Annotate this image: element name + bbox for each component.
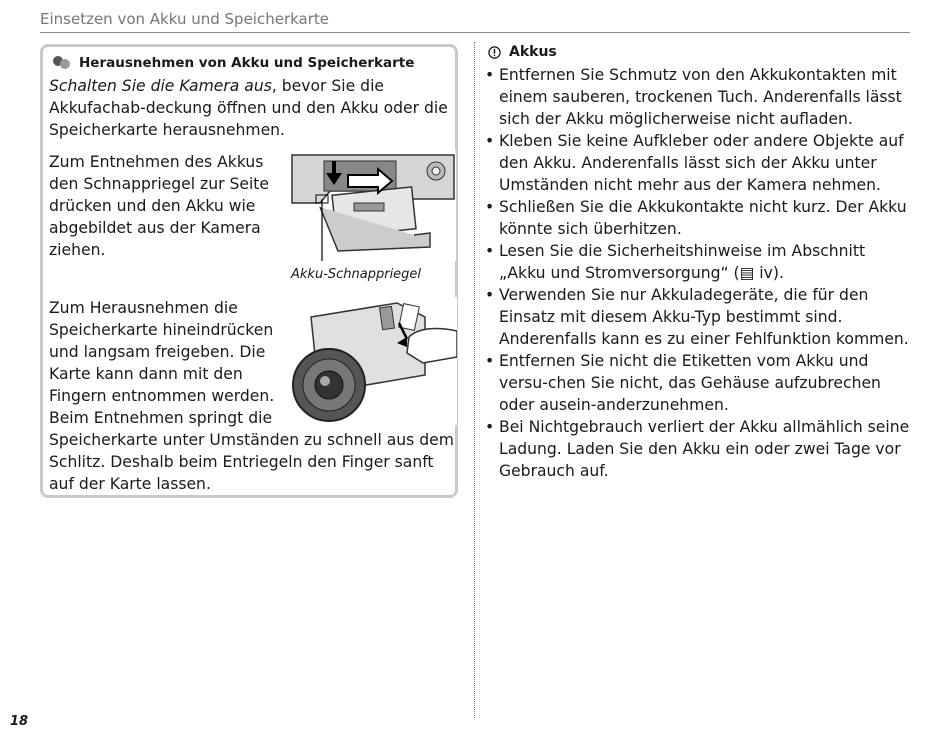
- memory-card-illustration: [289, 297, 457, 425]
- intro-italic: Schalten Sie die Kamera aus: [49, 77, 272, 95]
- warnings-title-text: Akkus: [509, 44, 557, 60]
- removal-info-box: [40, 44, 458, 498]
- list-item: • Verwenden Sie nur Akkuladegeräte, die für den Einsatz mit diesem Akku-Typ bestimmt sind. Anderenfalls kann es zu einer Fehlfunktion kommen.: [485, 284, 910, 350]
- battery-warnings-list: [485, 64, 910, 482]
- page-number: 18: [10, 714, 29, 729]
- list-item: • Kleben Sie keine Aufkleber oder andere Objekte auf den Akku. Anderenfalls lässt sich der Akku unter Umständen nicht mehr aus der Kamera nehmen.: [485, 130, 910, 196]
- battery-removal-text: Zum Entnehmen des Akkus den Schnappriegel zur Seite drücken und den Akku wie abgebildet aus der Kamera ziehen.: [49, 153, 270, 259]
- list-item: • Entfernen Sie nicht die Etiketten vom Akku und versu-chen Sie nicht, das Gehäuse aufzubrechen oder ausein-anderzunehmen.: [485, 350, 910, 416]
- column-divider: [474, 42, 475, 718]
- card-removal-text-continued: Speicherkarte unter Umständen zu schnell aus dem Schlitz. Deshalb beim Entriegeln den Finger sanft auf der Karte lassen.: [49, 431, 454, 493]
- warnings-title: [488, 44, 557, 60]
- box-title: [51, 55, 414, 71]
- header-rule: [40, 32, 910, 33]
- box-title-text: Herausnehmen von Akku und Speicherkarte: [79, 55, 415, 71]
- intro-text: [49, 75, 454, 141]
- list-item: • Lesen Sie die Sicherheitshinweise im Abschnitt „Akku und Stromversorgung“ (▤ iv).: [485, 240, 910, 284]
- intro-rest: , bevor Sie die Akkufachab-deckung öffnen und den Akku oder die Speicherkarte herausnehmen.: [49, 77, 448, 139]
- latch-caption: Akku-Schnappriegel: [291, 267, 422, 282]
- list-item: • Schließen Sie die Akkukontakte nicht kurz. Der Akku könnte sich überhitzen.: [485, 196, 910, 240]
- card-removal-text: Zum Herausnehmen die Speicherkarte hineindrücken und langsam freigeben. Die Karte kann dann mit den Fingern entnommen werden. Beim Entnehmen springt die: [49, 299, 275, 427]
- list-item: • Entfernen Sie Schmutz von den Akkukontakten mit einem sauberen, trockenen Tuch. Anderenfalls lässt sich der Akku möglicherweise nicht aufladen.: [485, 64, 910, 130]
- caution-icon: [488, 46, 501, 59]
- battery-latch-illustration: [290, 151, 456, 261]
- section-header: Einsetzen von Akku und Speicherkarte: [40, 10, 330, 28]
- list-item: • Bei Nichtgebrauch verliert der Akku allmählich seine Ladung. Laden Sie den Akku ein oder zwei Tage vor Gebrauch auf.: [485, 416, 910, 482]
- tip-icon: [51, 55, 73, 71]
